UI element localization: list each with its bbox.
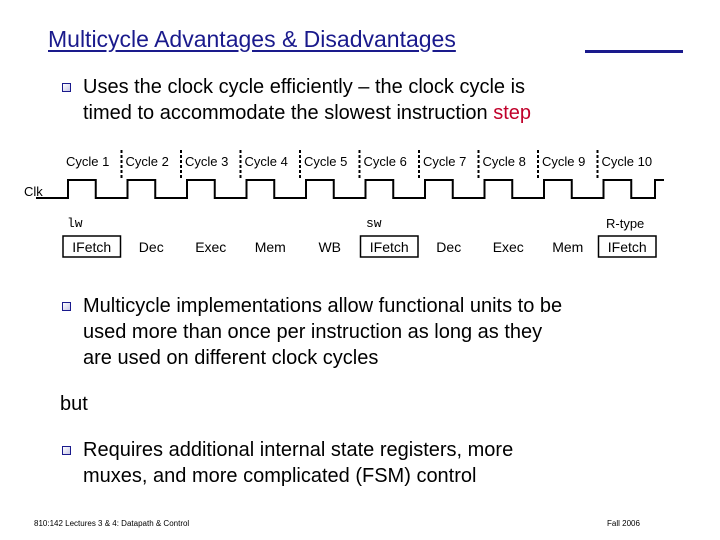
step-label: Mem bbox=[254, 239, 286, 255]
step-label: Dec bbox=[138, 239, 164, 255]
step-highlight: step bbox=[493, 102, 531, 124]
footer-left: 810:142 Lectures 3 & 4: Datapath & Control bbox=[34, 519, 190, 528]
bullet-1-line-2-text: timed to accommodate the slowest instruction bbox=[83, 102, 494, 124]
cycle-label: Cycle 8 bbox=[482, 154, 526, 169]
cycle-label: Cycle 1 bbox=[66, 154, 110, 169]
bullet-2-text bbox=[83, 293, 703, 371]
bullet-square-icon bbox=[62, 446, 71, 455]
instr-rtype-label: R-type bbox=[606, 216, 645, 231]
bullet-2-line: Multicycle implementations allow functional units to be bbox=[83, 295, 563, 317]
bullet-3-text bbox=[83, 437, 703, 489]
clk-label: Clk bbox=[24, 184, 43, 199]
cycle-label: Cycle 3 bbox=[185, 154, 229, 169]
cycle-label: Cycle 2 bbox=[125, 154, 169, 169]
step-label: Exec bbox=[492, 239, 524, 255]
bullet-3-line: Requires additional internal state registers, more bbox=[83, 439, 514, 461]
slide-title: Multicycle Advantages & Disadvantages bbox=[48, 26, 456, 52]
cycle-label: Cycle 5 bbox=[304, 154, 348, 169]
footer-right: Fall 2006 bbox=[607, 519, 640, 528]
but-text: but bbox=[60, 393, 88, 415]
clock-waveform bbox=[36, 180, 664, 198]
instr-sw-label: sw bbox=[366, 216, 382, 231]
cycle-label: Cycle 9 bbox=[542, 154, 586, 169]
bullet-square-icon bbox=[62, 302, 71, 311]
step-label: IFetch bbox=[369, 239, 409, 255]
bullet-2-line: are used on different clock cycles bbox=[83, 347, 379, 369]
step-label: IFetch bbox=[72, 239, 112, 255]
bullet-2-line: used more than once per instruction as long as they bbox=[83, 321, 543, 343]
cycle-label: Cycle 7 bbox=[423, 154, 467, 169]
cycle-label: Cycle 6 bbox=[363, 154, 407, 169]
bullet-3-line: muxes, and more complicated (FSM) control bbox=[83, 465, 477, 487]
cycle-label: Cycle 4 bbox=[244, 154, 288, 169]
step-label: IFetch bbox=[607, 239, 647, 255]
bullet-1-line-1: Uses the clock cycle efficiently – the clock cycle is bbox=[83, 76, 526, 98]
step-label: Exec bbox=[195, 239, 227, 255]
step-label: Mem bbox=[552, 239, 584, 255]
step-label: Dec bbox=[436, 239, 462, 255]
step-label: WB bbox=[318, 239, 342, 255]
instr-lw-label: lw bbox=[67, 216, 83, 231]
cycle-label: Cycle 10 bbox=[601, 154, 653, 169]
